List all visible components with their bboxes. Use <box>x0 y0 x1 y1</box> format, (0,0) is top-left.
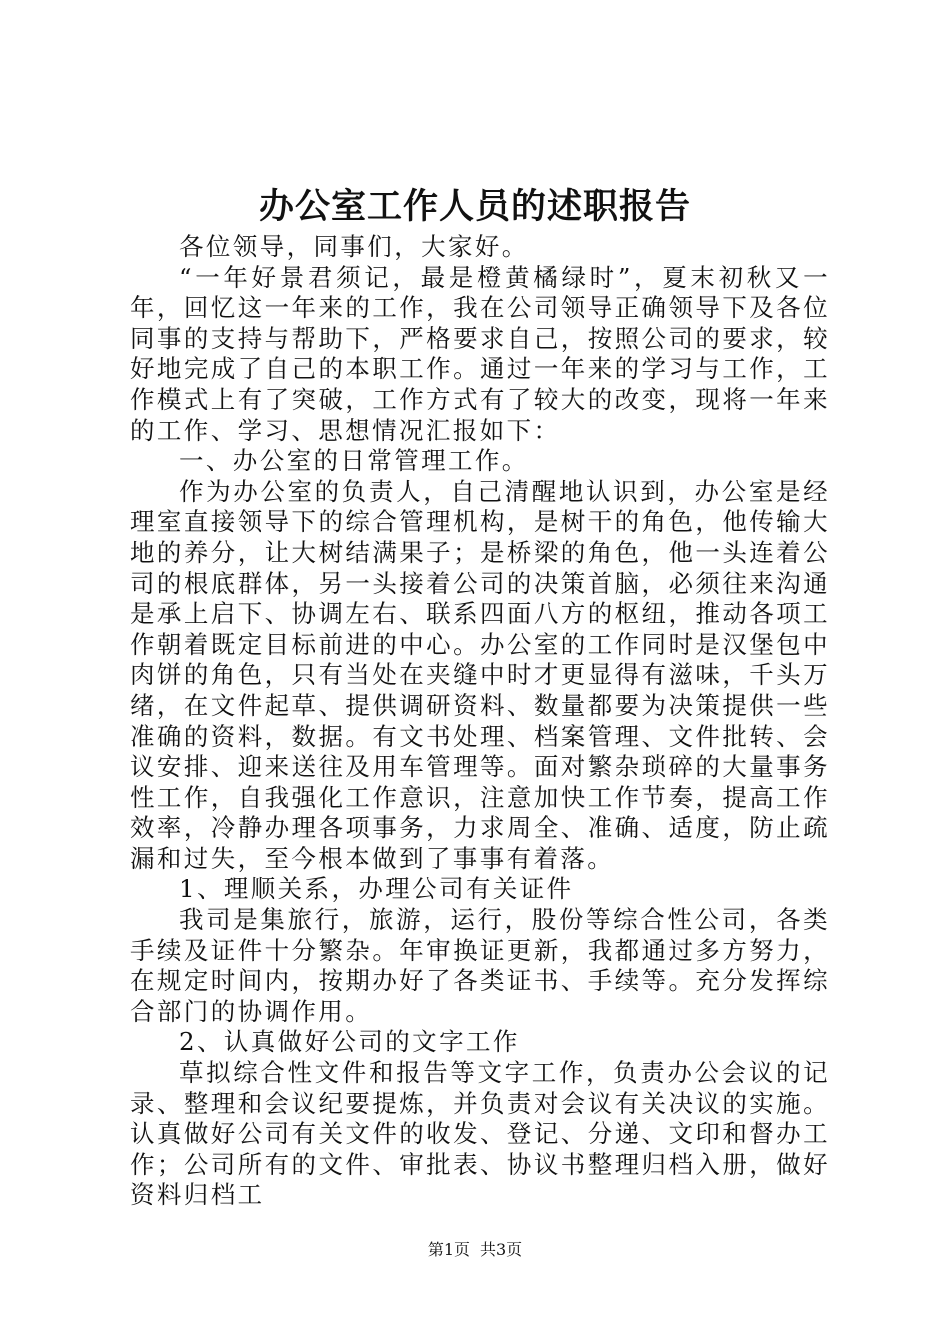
paragraph-writing-work: 草拟综合性文件和报告等文字工作，负责办公会议的记录、整理和会议纪要提炼，并负责对会议有关决议的实施。认真做好公司有关文件的收发、登记、分递、文印和督办工作；公司所有的文件、审批表、协议书整理归档入册，做好资料归档工 <box>130 1058 830 1210</box>
subheading-2: 2、认真做好公司的文字工作 <box>179 1027 520 1057</box>
paragraph-greeting: 各位领导，同事们，大家好。 <box>179 232 529 261</box>
subheading-1: 1、理顺关系，办理公司有关证件 <box>179 874 574 904</box>
section-heading-1: 一、办公室的日常管理工作。 <box>179 446 529 476</box>
page-number: 第1页 <box>427 1240 470 1259</box>
paragraph-intro: “一年好景君须记，最是橙黄橘绿时”，夏末初秋又一年，回忆这一年来的工作，我在公司领导正确领导下及各位同事的支持与帮助下，严格要求自己，按照公司的要求，较好地完成了自己的本职工作。通过一年来的学习与工作，工作模式上有了突破，工作方式有了较大的改变，现将一年来的工作、学习、思想情况汇报如下： <box>130 262 830 445</box>
page-total: 共3页 <box>480 1240 523 1259</box>
paragraph-office-role: 作为办公室的负责人，自己清醒地认识到，办公室是经理室直接领导下的综合管理机构，是树干的角色，他传输大地的养分，让大树结满果子；是桥梁的角色，他一头连着公司的根底群体，另一头接着公司的决策首脑，必须往来沟通是承上启下、协调左右、联系四面八方的枢纽，推动各项工作朝着既定目标前进的中心。办公室的工作同时是汉堡包中肉饼的角色，只有当处在夹缝中时才更显得有滋味，千头万绪，在文件起草、提供调研资料、数量都要为决策提供一些准确的资料，数据。有文书处理、档案管理、文件批转、会议安排、迎来送往及用车管理等。面对繁杂琐碎的大量事务性工作，自我强化工作意识，注意加快工作节奏，提高工作效率，冷静办理各项事务，力求周全、准确、适度，防止疏漏和过失，至今根本做到了事事有着落。 <box>130 476 830 873</box>
document-body <box>130 232 830 1211</box>
page-title: 办公室工作人员的述职报告 <box>258 186 691 227</box>
paragraph-certificates: 我司是集旅行，旅游，运行，股份等综合性公司，各类手续及证件十分繁杂。年审换证更新，我都通过多方努力，在规定时间内，按期办好了各类证书、手续等。充分发挥综合部门的协调作用。 <box>130 905 830 1026</box>
page-footer <box>0 1239 950 1261</box>
